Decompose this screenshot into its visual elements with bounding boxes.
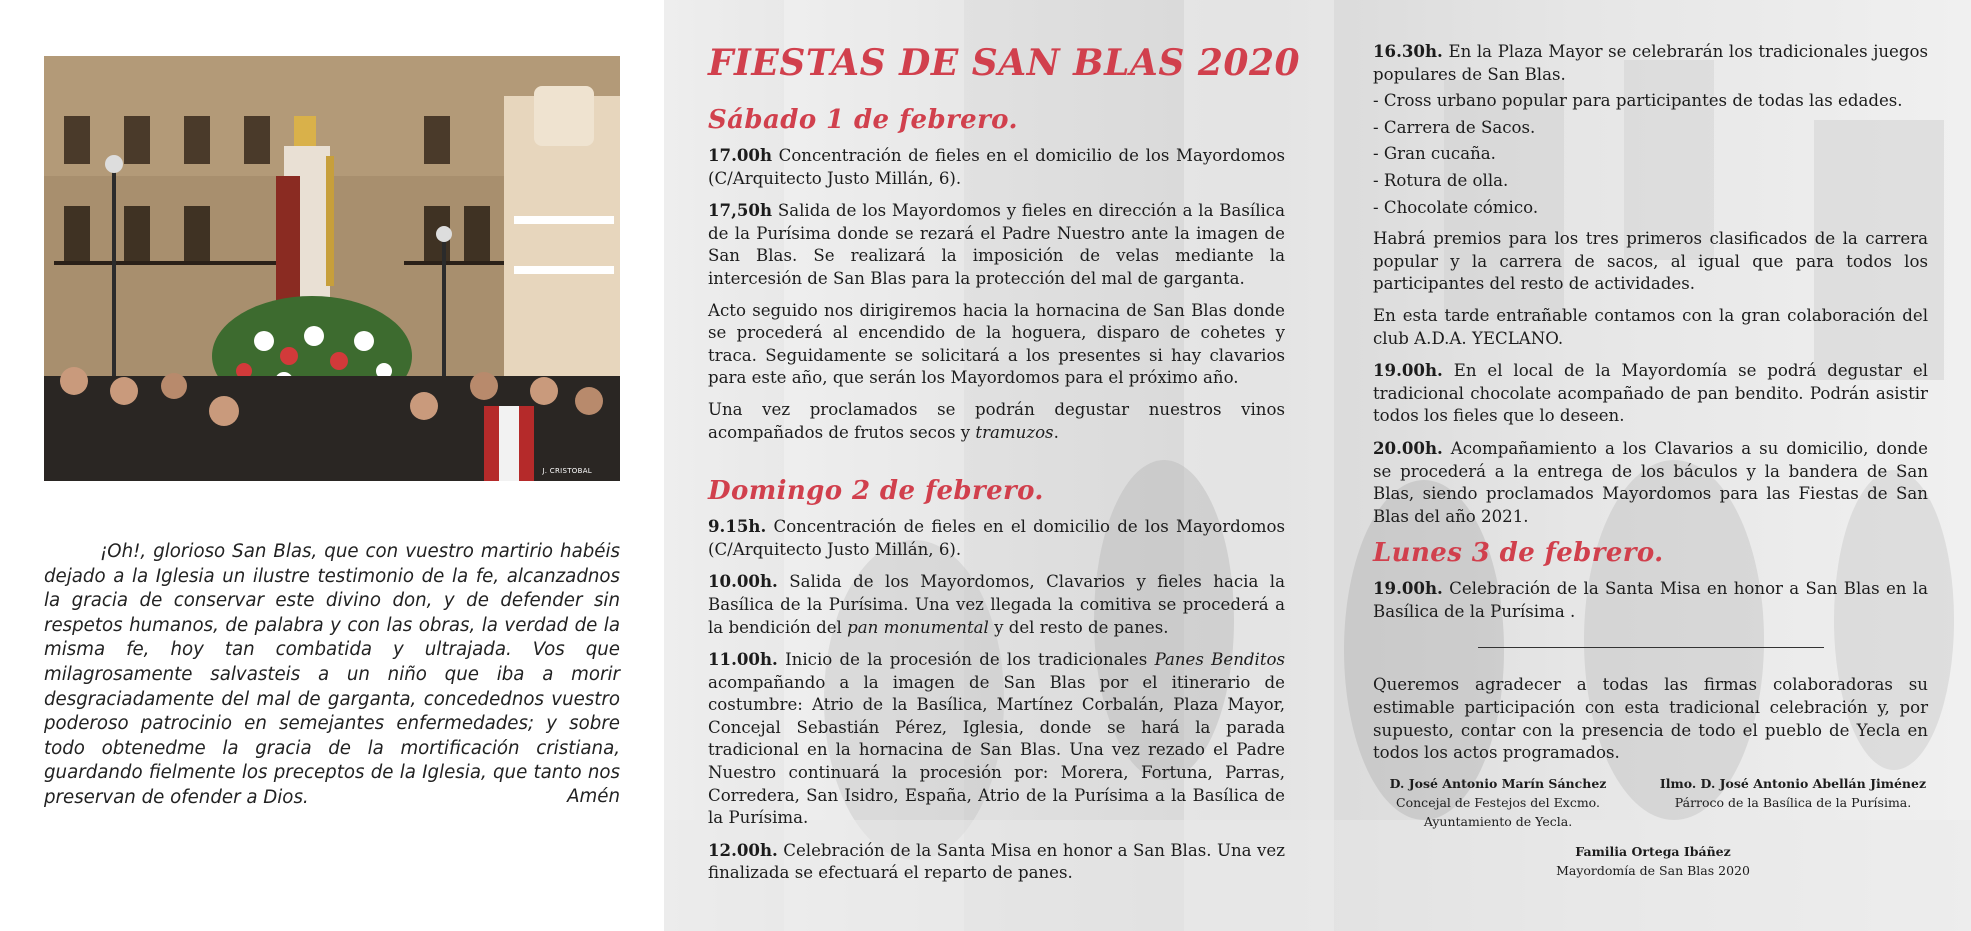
club-paragraph: En esta tarde entrañable contamos con la gran colaboración del club A.D.A. YECLANO. [1373, 305, 1928, 348]
punctuation: . [1053, 422, 1059, 442]
event-text: Celebración de la Santa Misa en honor a San Blas en la Basílica de la Purísima . [1373, 579, 1928, 621]
italic-term: Panes Benditos [1154, 650, 1285, 670]
event-time: 17,50h [708, 200, 773, 221]
procession-photo-illustration [44, 56, 620, 481]
signature-role: Párroco de la Basílica de la Purísima. [1674, 794, 1912, 810]
program-panel [664, 0, 1971, 931]
event-time: 16.30h. [1373, 41, 1443, 61]
games-list-item: - Chocolate cómico. [1373, 197, 1539, 217]
saturday-event-2 [708, 199, 1285, 290]
signature-name: D. José Antonio Marín Sánchez [1389, 775, 1607, 791]
sunday-event-4 [708, 839, 1285, 885]
event-text: Una vez proclamados se podrán degustar nuestros vinos acompañados de frutos secos y [708, 399, 1285, 442]
signature-mayordomia [1523, 842, 1783, 880]
saturday-event-1 [708, 144, 1285, 190]
signature-councillor [1373, 774, 1623, 831]
saturday-paragraph-3: Acto seguido nos dirigiremos hacia la hornacina de San Blas donde se procederá al encendido de la hoguera, disparo de cohetes y traca. Seguidamente se solicitará a los presentes si hay clavarios para este año, que serán los Mayordomos para el próximo año. [708, 300, 1285, 388]
monday-heading: Lunes 3 de febrero. [1373, 538, 1664, 569]
event-text: Celebración de la Santa Misa en honor a San Blas. Una vez finalizada se efectuará el reparto de panes. [708, 840, 1285, 883]
games-list-item: - Rotura de olla. [1373, 170, 1509, 190]
sunday-heading: Domingo 2 de febrero. [708, 476, 1044, 507]
sunday-event-6 [1373, 359, 1928, 428]
program-column-1 [708, 40, 1301, 894]
procession-photo [44, 56, 620, 481]
sunday-event-5 [1373, 40, 1928, 86]
games-list-item: - Carrera de Sacos. [1373, 117, 1536, 137]
thanks-paragraph: Queremos agradecer a todas las firmas colaboradoras su estimable participación con esta tradicional celebración y, por supuesto, contar con la presencia de todo el pueblo de Yecla en todos los actos programados. [1373, 675, 1928, 763]
event-time: 17.00h [708, 145, 773, 165]
signatures [1373, 774, 1928, 894]
event-time: 19.00h. [1373, 360, 1443, 381]
event-text: En el local de la Mayordomía se podrá degustar el tradicional chocolate acompañado de pan bendito. Podrán asistir todos los fieles que lo deseen. [1373, 361, 1928, 426]
event-time: 19.00h. [1373, 578, 1443, 599]
monday-event-1 [1373, 577, 1928, 623]
saturday-heading: Sábado 1 de febrero. [708, 105, 1018, 135]
photo-credit: J. CRISTOBAL [542, 467, 592, 475]
event-time: 20.00h. [1373, 437, 1443, 458]
signature-name: Ilmo. D. José Antonio Abellán Jiménez [1659, 775, 1927, 791]
games-list-item: - Cross urbano popular para participantes de todas las edades. [1373, 91, 1903, 111]
prizes-paragraph: Habrá premios para los tres primeros clasificados de la carrera popular y la carrera de sacos, al igual que para todos los participantes del resto de actividades. [1373, 229, 1928, 294]
sunday-event-2 [708, 570, 1285, 639]
sunday-event-7 [1373, 437, 1928, 528]
event-time: 9.15h. [708, 516, 767, 537]
page-title: FIESTAS DE SAN BLAS 2020 [708, 42, 1301, 84]
event-text: En la Plaza Mayor se celebrarán los tradicionales juegos populares de San Blas. [1373, 42, 1929, 84]
divider [1478, 647, 1824, 648]
event-text: Salida de los Mayordomos, Clavarios y fieles hacia la Basílica de la Purísima. Una vez llegada la comitiva se procederá a la bendición del [708, 572, 1285, 637]
games-list-item: - Gran cucaña. [1373, 144, 1496, 164]
prayer-closing: Amén [567, 786, 620, 807]
program-column-2 [1373, 40, 1928, 894]
signature-role: Concejal de Festejos del Excmo. [1396, 794, 1600, 810]
sunday-event-3 [708, 648, 1285, 830]
event-text: Acompañamiento a los Clavarios a su domicilio, donde se procederá a la entrega de los báculos y la bandera de San Blas, siendo proclamados Mayordomos para las Fiestas de San Blas del año 2021. [1373, 438, 1928, 526]
sunday-event-1 [708, 515, 1285, 561]
italic-term: tramuzos [975, 422, 1054, 442]
prayer-text [44, 540, 620, 811]
saturday-paragraph-4 [708, 399, 1285, 444]
signature-parish-priest [1658, 774, 1928, 812]
event-text: Salida de los Mayordomos y fieles en dirección a la Basílica de la Purísima donde se rezará el Padre Nuestro ante la imagen de San Blas. Se realizará la imposición de velas mediante la intercesión de San Blas para la protección del mal de garganta. [708, 201, 1285, 288]
signature-role: Mayordomía de San Blas 2020 [1556, 862, 1750, 878]
event-text: y del resto de panes. [994, 617, 1169, 637]
event-text: Inicio de la procesión de los tradicionales [785, 650, 1148, 670]
prayer-paragraph: ¡Oh!, glorioso San Blas, que con vuestro martirio habéis dejado a la Iglesia un ilustre testimonio de la fe, alcanzadnos la gracia de conservar este divino don, y de defender sin respetos humanos, de palabra y con las obras, la verdad de la misma fe, hoy tan combatida y ultrajada. Vos que milagrosamente salvasteis a un niño que iba a morir desgraciadamente del mal de garganta, concedednos vuestro poderoso patrocinio en semejantes enfermedades; y sobre todo obtenedme la gracia de la mortificación cristiana, guardando fielmente los preceptos de la Iglesia, que tanto nos preservan de ofender a Dios. [44, 541, 620, 808]
event-time: 10.00h. [708, 571, 778, 592]
event-time: 12.00h. [708, 839, 778, 860]
event-time: 11.00h. [708, 649, 778, 670]
event-text: acompañando a la imagen de San Blas por el itinerario de costumbre: Atrio de la Basílica, Martínez Corbalán, Plaza Mayor, Concejal Sebastián Pérez, Iglesia, donde se hará la parada tradicional en la hornacina de San Blas. Una vez rezado el Padre Nuestro continuará la procesión por: Morera, Fortuna, Parras, Corredera, San Isidro, España, Atrio de la Purísima a la Basílica de la Purísima. [708, 672, 1285, 828]
left-panel [0, 0, 664, 931]
event-text: Concentración de fieles en el domicilio de los Mayordomos (C/Arquitecto Justo Millán, 6). [708, 146, 1285, 188]
signature-name: Familia Ortega Ibáñez [1575, 843, 1731, 859]
event-text: Concentración de fieles en el domicilio de los Mayordomos (C/Arquitecto Justo Millán, 6). [708, 517, 1285, 559]
signature-role: Ayuntamiento de Yecla. [1423, 813, 1573, 829]
italic-term: pan monumental [847, 617, 989, 637]
